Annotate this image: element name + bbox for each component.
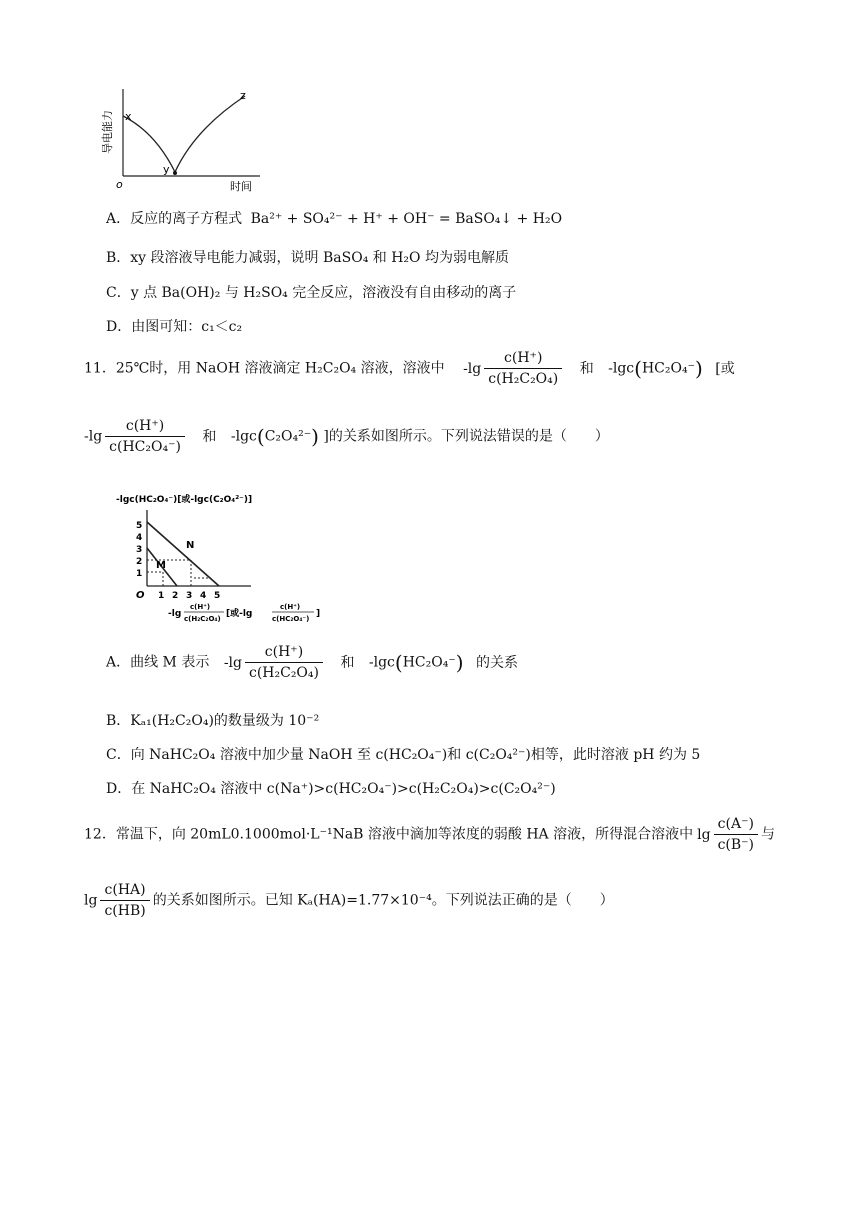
graph2-xlabel-frac1-num: c(H⁺) (190, 603, 211, 611)
q12-lg-2: lg (84, 892, 98, 909)
q11-option-a-frac-num: c(H⁺) (264, 644, 304, 660)
graph2-xtick-3: 3 (186, 591, 193, 601)
q11-option-b: B．Kₐ₁(H₂C₂O₄)的数量级为 10⁻² (106, 713, 320, 729)
graph2-xlabel-mid: [或-lg (226, 609, 253, 619)
q12-frac-2 (100, 882, 149, 919)
q11-frac-2-den: c(HC₂O₄⁻) (105, 436, 185, 455)
graph2-ytick-3: 3 (136, 545, 143, 555)
q12-intro: 12．常温下，向 20mL0.1000mol·L⁻¹NaB 溶液中滴加等浓度的弱酸 HA 溶液，所得混合溶液中 (84, 826, 694, 843)
graph2-xlabel-frac1-den: c(H₂C₂O₄) (184, 615, 221, 623)
q12-stem-line2 (84, 882, 614, 919)
titration-graph (116, 488, 336, 628)
q11-tail: ]的关系如图所示。下列说法错误的是（ ） (323, 428, 609, 445)
q11-option-d: D．在 NaHC₂O₄ 溶液中 c(Na⁺)>c(HC₂O₄⁻)>c(H₂C₂O₄)>c(C₂O₄²⁻) (106, 781, 556, 797)
graph2-xlabel-frac2-num: c(H⁺) (280, 603, 301, 611)
q10-option-a-equation: Ba²⁺ + SO₄²⁻ + H⁺ + OH⁻ = BaSO₄↓ + H₂O (250, 211, 563, 227)
q11-frac-1-den: c(H₂C₂O₄) (484, 368, 562, 387)
q10-option-d: D．由图可知：c₁＜c₂ (106, 319, 243, 335)
graph1-label-y: y (163, 163, 170, 176)
conductivity-graph (100, 84, 270, 194)
q11-frac-1 (484, 350, 562, 387)
q11-option-a-suffix: 的关系 (476, 654, 518, 671)
q12-frac-1-num: c(A⁻) (717, 816, 754, 832)
q11-option-a: A．曲线 M 表示 -lg $\frac{c(H^+)}{\text{c(H₂C₂O₄)}}$ 和 -lgc(HC₂O₄⁻) 的关系 (106, 644, 518, 681)
graph1-label-x: x (125, 110, 132, 123)
graph2-label-n: N (186, 540, 195, 551)
q12-lg-1: lg (697, 826, 711, 843)
q11-hc2o4-1: HC₂O₄⁻ (641, 360, 695, 377)
graph1-curve (123, 96, 245, 172)
graph2-xlabel-prefix: -lg (168, 609, 182, 619)
graph2-ytick-1: 1 (136, 569, 143, 579)
graph2-xtick-1: 1 (158, 591, 165, 601)
q12-frac-2-den: c(HB) (100, 900, 149, 919)
q10-option-c: C．y 点 Ba(OH)₂ 与 H₂SO₄ 完全反应，溶液没有自由移动的离子 (106, 285, 517, 301)
q11-frac-1-num: c(H⁺) (504, 350, 543, 366)
q12-stem-line1 (84, 816, 775, 853)
q11-option-a-hc2o4: HC₂O₄⁻ (402, 654, 456, 671)
q11-neg-lgc-2: -lgc (230, 428, 257, 445)
graph1-ylabel: 导电能力 (101, 110, 114, 154)
graph1-label-z: z (240, 89, 246, 102)
q11-option-a-frac (245, 644, 323, 681)
q11-option-a-he: 和 (340, 654, 355, 671)
graph2-label-m: M (156, 560, 166, 571)
q10-option-a (106, 208, 562, 228)
q11-frac-2 (105, 418, 185, 455)
graph2-ytick-2: 2 (136, 557, 143, 567)
graph1-xlabel: 时间 (230, 180, 252, 193)
q11-stem-line2: -lg $\frac{c(H^+)}{\text{c(HC₂O₄⁻)}}$ 和 -lgc(C₂O₄²⁻) ]的关系如图所示。下列说法错误的是（ ） (84, 418, 609, 455)
q12-frac-1 (714, 816, 758, 853)
q11-option-a-frac-den: c(H₂C₂O₄) (245, 662, 323, 681)
graph2-xtick-2: 2 (172, 591, 179, 601)
graph1-origin: o (116, 178, 123, 191)
q11-frac-2-num: c(H⁺) (125, 418, 165, 434)
q11-he-2: 和 (202, 428, 217, 445)
q10-option-b: B．xy 段溶液导电能力减弱，说明 BaSO₄ 和 H₂O 均为弱电解质 (106, 250, 509, 266)
q11-neg-lg-2: -lg (84, 428, 103, 445)
graph2-origin: O (136, 590, 145, 601)
graph2-xlabel-frac2-den: c(HC₂O₄⁻) (272, 615, 310, 623)
q11-option-c: C．向 NaHC₂O₄ 溶液中加少量 NaOH 至 c(HC₂O₄⁻)和 c(C₂O₄²⁻)相等，此时溶液 pH 约为 5 (106, 747, 701, 763)
q12-frac-2-num: c(HA) (104, 882, 146, 898)
graph2-ylabel: -lgc(HC₂O₄⁻)[或-lgc(C₂O₄²⁻)] (116, 495, 253, 505)
graph2-ytick-4: 4 (136, 533, 143, 543)
q12-frac-1-den: c(B⁻) (714, 834, 758, 853)
graph2-xtick-5: 5 (214, 591, 221, 601)
graph2-ytick-5: 5 (136, 521, 143, 531)
q11-stem-line1: 11．25℃时，用 NaOH 溶液滴定 H₂C₂O₄ 溶液，溶液中 -lg $\frac{c(H^+)}{\text{c(H₂C₂O₄)}}$ 和 -lgc(HC₂O₄⁻) [或 (84, 350, 735, 387)
q11-huo: [或 (715, 360, 735, 377)
graph1-point-y (173, 171, 177, 175)
q12-yu: 与 (761, 826, 776, 843)
q11-c2o4: C₂O₄²⁻ (264, 428, 312, 445)
q11-neg-lgc-1: -lgc (608, 360, 635, 377)
q11-neg-lg: -lg (463, 360, 482, 377)
q10-option-a-prefix: A．反应的离子方程式 (106, 211, 243, 227)
q11-intro: 11．25℃时，用 NaOH 溶液滴定 H₂C₂O₄ 溶液，溶液中 (84, 360, 445, 377)
graph2-curve-n (147, 522, 219, 586)
graph2-xtick-4: 4 (200, 591, 207, 601)
q11-option-a-prefix: A．曲线 M 表示 (106, 654, 210, 671)
q11-he-1: 和 (579, 360, 594, 377)
q11-option-a-neg-lg: -lg (223, 654, 242, 671)
q11-option-a-neg-lgc: -lgc (368, 654, 395, 671)
graph2-xlabel-end: ] (316, 609, 321, 619)
q12-tail: 的关系如图所示。已知 Kₐ(HA)=1.77×10⁻⁴。下列说法正确的是（ ） (152, 892, 614, 909)
